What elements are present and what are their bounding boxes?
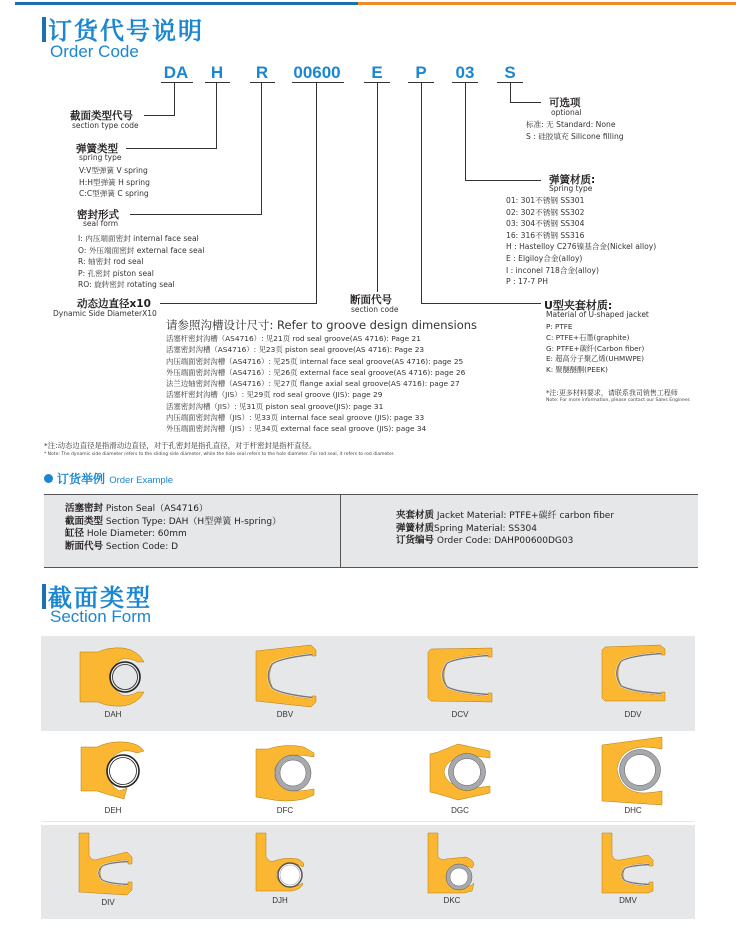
groove-ref-item: 活塞密封沟槽（AS4716）: 见23页 piston seal groove(AS 4716): Page 23	[166, 345, 425, 355]
connector-line	[316, 82, 317, 304]
spring-type-option: V:V型弹簧 V spring	[79, 166, 148, 175]
section-form-title-text: 截面类型	[48, 584, 152, 612]
jacket-material-option: C: PTFE+石墨(graphite)	[546, 332, 630, 342]
code-segment-jacket: P	[415, 63, 427, 82]
label-jacket-material: U型夹套材质:	[544, 299, 613, 312]
label-dynamic-diameter: 动态边直径x10	[77, 298, 151, 310]
seal-dgc-icon	[428, 744, 490, 800]
seal-dkc-icon	[428, 833, 478, 893]
connector-line	[160, 303, 317, 304]
label-jacket-material-en: Material of U-shaped jacket	[546, 310, 649, 319]
seal-form-option: P: 孔密封 piston seal	[78, 268, 154, 278]
jacket-note-en: Note: For more information, please contact our Sales Engineer.	[546, 398, 691, 403]
code-underline	[205, 82, 230, 83]
code-segment-optional: S	[504, 63, 516, 82]
seal-form-option: I: 内压端面密封 internal face seal	[78, 234, 199, 243]
groove-ref-item: 活塞杆密封沟槽（AS4716）: 见21页 rod seal groove(AS 4716): Page 21	[166, 334, 421, 343]
seal-form-option: O: 外压端面密封 external face seal	[78, 245, 205, 255]
page-subtitle: Order Code	[50, 42, 139, 61]
order-example-title-en: Order Example	[109, 475, 174, 486]
section-label: DDV	[624, 710, 642, 719]
connector-line	[216, 82, 217, 149]
label-seal-form-en: seal form	[83, 219, 119, 228]
example-line: 夹套材质 Jacket Material: PTFE+碳纤 carbon fiber	[396, 510, 615, 521]
connector-line	[144, 115, 175, 116]
example-line: 截面类型 Section Type: DAH（H型弹簧 H-spring）	[65, 515, 282, 527]
jacket-material-option: P: PTFE	[546, 322, 573, 331]
seal-ddv-icon	[602, 645, 666, 703]
code-segment-section-type: DA	[163, 63, 189, 82]
label-spring-type: 弹簧类型	[76, 143, 118, 155]
section-label: DEH	[104, 806, 122, 815]
bullet-dot-icon	[44, 474, 53, 483]
groove-ref-item: 法兰边轴密封沟槽（AS4716）: 见27页 flange axial seal groove(AS 4716): page 27	[166, 379, 460, 389]
label-optional: 可选项	[549, 97, 581, 109]
spring-type-options	[79, 165, 150, 200]
spring-type-option: C:C型弹簧 C spring	[79, 189, 149, 199]
code-segment-diameter: 00600	[293, 63, 341, 82]
seal-dbv-icon	[256, 645, 320, 707]
label-spring-material-en: Spring type	[549, 184, 593, 193]
label-spring-type-en: spring type	[79, 153, 122, 162]
example-line: 订货编号 Order Code: DAHP00600DG03	[396, 535, 574, 547]
section-form-subtitle: Section Form	[50, 607, 152, 626]
connector-line	[421, 82, 422, 304]
footnote-cn: *注:动态边直径是指滑动边直径，对于孔密封是指孔直径，对于杆密封是指杆直径。	[44, 441, 317, 450]
title-bar-mark	[42, 17, 46, 42]
title-bar-mark	[42, 584, 46, 609]
example-line: 断面代号 Section Code: D	[65, 540, 179, 552]
groove-ref-item: 外压端面密封沟槽（JIS）: 见34页 external face seal groove (JIS): page 34	[166, 424, 427, 434]
spring-material-option: 16: 316不锈钢 SS316	[506, 230, 585, 240]
connector-line	[510, 102, 541, 103]
section-label: DMV	[619, 896, 637, 905]
order-example-box	[44, 494, 698, 568]
optional-options	[526, 119, 624, 142]
spring-material-option: H : Hastelloy C276镍基合金(Nickel alloy)	[506, 242, 657, 252]
groove-list	[166, 333, 465, 435]
seal-form-option: RO: 旋转密封 rotating seal	[78, 280, 175, 290]
order-example-title-cn: 订货举例	[57, 472, 106, 486]
groove-ref-item: 外压端面密封沟槽（AS4716）: 见26页 external face seal groove(AS 4716): page 26	[166, 367, 466, 377]
seal-form-option: R: 轴密封 rod seal	[78, 257, 144, 267]
spring-type-option: H:H型弹簧 H spring	[79, 177, 150, 187]
order-example-right	[396, 510, 614, 548]
jacket-note-cn: *注:更多材料要求，请联系我司销售工程师	[546, 389, 678, 397]
connector-line	[261, 82, 262, 215]
connector-line	[126, 148, 217, 149]
seal-dcv-icon	[428, 648, 492, 703]
connector-line	[465, 82, 466, 181]
section-label: DIV	[101, 898, 115, 907]
page-title	[42, 11, 204, 46]
seal-div-icon	[79, 833, 133, 895]
connector-line	[465, 180, 541, 181]
code-underline	[161, 82, 193, 83]
connector-line	[130, 214, 262, 215]
code-underline	[250, 82, 275, 83]
top-rule-blue	[15, 2, 358, 5]
label-section-code: 断面代号	[350, 294, 392, 306]
label-section-code-en: section code	[351, 305, 399, 314]
groove-ref-item: 活塞杆密封沟槽（JIS）: 见29页 rod seal groove (JIS): page 29	[166, 390, 383, 400]
spring-material-options	[506, 195, 656, 288]
jacket-material-option: K: 聚醚醚酮(PEEK)	[546, 365, 608, 375]
code-segment-seal-form: R	[255, 63, 269, 82]
spring-material-option: I : inconel 718合金(alloy)	[506, 265, 599, 275]
footnote-en: * Note: The dynamic side diameter refers to the sliding side diameter, while the hole seal refers to the hole diameter. For rod seal, it refers to rod diameter.	[44, 452, 395, 457]
groove-ref-item: 活塞密封沟槽（JIS）: 见31页 piston seal groove(JIS): page 31	[166, 401, 384, 411]
spring-material-option: 02: 302不锈钢 SS302	[506, 207, 585, 217]
spring-material-option: 01: 301不锈钢 SS301	[506, 196, 585, 205]
section-label: DBV	[276, 710, 294, 719]
spring-material-option: P : 17-7 PH	[506, 277, 548, 287]
seal-djh-icon	[256, 833, 306, 891]
code-segment-spring-type: H	[210, 63, 224, 82]
example-line: 弹簧材质Spring Material: SS304	[396, 522, 537, 534]
section-label: DGC	[451, 806, 469, 815]
seal-dhc-icon	[602, 737, 666, 805]
page-title-text: 订货代号说明	[48, 17, 204, 45]
seal-dmv-icon	[602, 833, 654, 895]
section-label: DHC	[624, 806, 642, 815]
label-section-type: 截面类型代号	[70, 110, 133, 122]
connector-line	[510, 82, 511, 103]
section-label: DAH	[104, 710, 122, 719]
seal-dah-icon	[78, 647, 148, 707]
order-example-heading	[44, 470, 173, 487]
label-optional-en: optional	[551, 108, 582, 117]
spring-material-option: E : Elgiloy合金(alloy)	[506, 253, 583, 263]
section-label: DCV	[451, 710, 469, 719]
jacket-material-options	[546, 322, 644, 376]
label-spring-material: 弹簧材质:	[549, 174, 596, 186]
connector-line	[377, 82, 378, 292]
groove-ref-item: 内压端面密封沟槽（JIS）: 见33页 internal face seal groove (JIS): page 33	[166, 413, 425, 423]
groove-ref-item: 内压端面密封沟槽（AS4716）: 见25页 internal face seal groove(AS 4716): page 25	[166, 356, 464, 366]
label-seal-form: 密封形式	[77, 209, 119, 221]
section-label: DJH	[272, 896, 288, 905]
seal-dfc-icon	[256, 743, 316, 803]
example-divider	[340, 495, 341, 567]
groove-title: 请参照沟槽设计尺寸: Refer to groove design dimensions	[166, 318, 478, 332]
section-label: DKC	[443, 896, 461, 905]
seal-deh-icon	[79, 741, 147, 799]
code-segment-spring-material: 03	[455, 63, 475, 82]
code-segment-section-code: E	[371, 63, 383, 82]
spring-material-option: 03: 304不锈钢 SS304	[506, 219, 585, 229]
code-underline	[292, 82, 344, 83]
optional-option: 标准: 无 Standard: None	[526, 120, 616, 129]
section-label: DFC	[276, 806, 294, 815]
seal-form-options	[78, 233, 204, 291]
connector-line	[421, 303, 541, 304]
jacket-material-option: G: PTFE+碳纤(Carbon fiber)	[546, 343, 645, 353]
top-rule-orange	[358, 2, 736, 5]
optional-option: S : 硅胶填充 Silicone filling	[526, 131, 624, 141]
label-dynamic-diameter-en: Dynamic Side DiameterX10	[53, 309, 157, 318]
connector-line	[174, 82, 175, 116]
order-example-left	[65, 503, 281, 553]
example-line: 活塞密封 Piston Seal（AS4716）	[65, 503, 208, 514]
row-divider	[41, 821, 695, 822]
label-section-type-en: section type code	[72, 121, 139, 130]
example-line: 缸径 Hole Diameter: 60mm	[65, 528, 187, 540]
jacket-material-option: E: 超高分子聚乙烯(UHMWPE)	[546, 354, 645, 364]
